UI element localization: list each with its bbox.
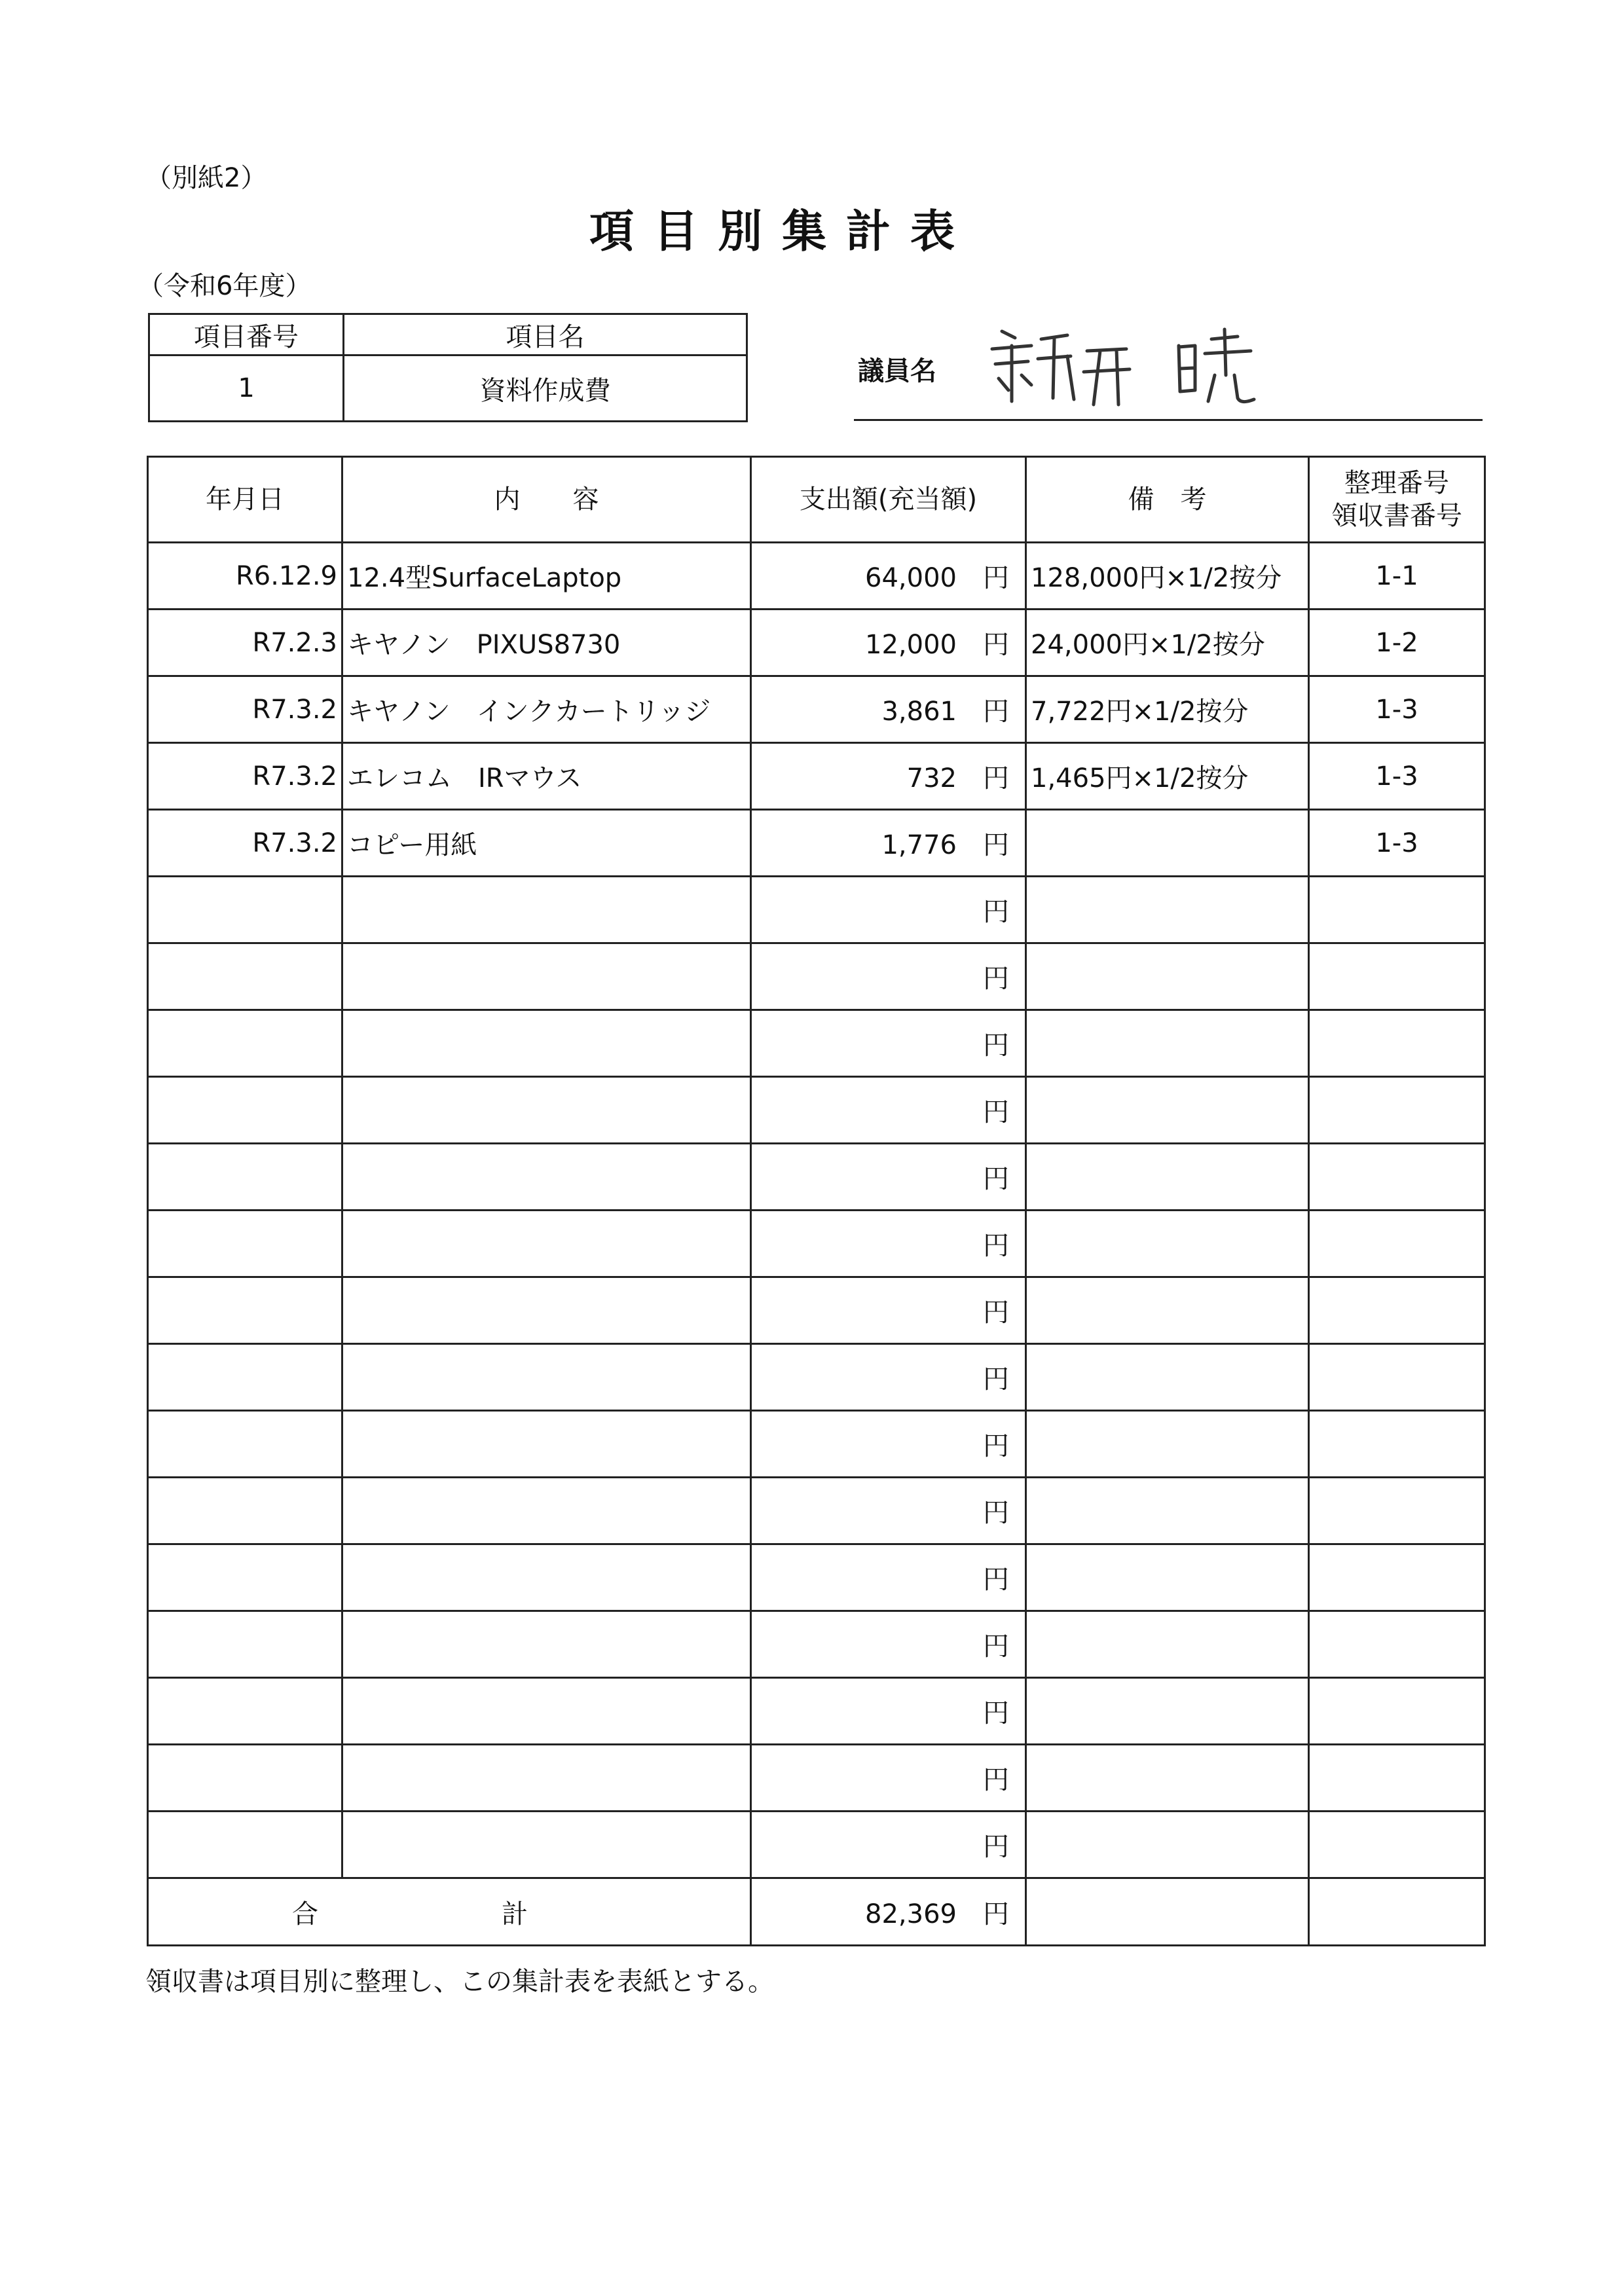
row-number — [1309, 1678, 1485, 1745]
row-date — [148, 943, 342, 1010]
row-number — [1309, 1211, 1485, 1277]
row-amount — [751, 1010, 1026, 1077]
row-date — [148, 1010, 342, 1077]
row-number: 1-3 — [1309, 810, 1485, 877]
date-header: 年月日 — [148, 457, 342, 543]
item-name-value: 資料作成費 — [344, 355, 747, 422]
row-amount-value: 3,861 — [881, 697, 957, 727]
number-header-line2: 領収書番号 — [1331, 501, 1462, 531]
row-content — [342, 1678, 751, 1745]
row-remarks — [1026, 943, 1309, 1010]
currency-unit: 円 — [983, 563, 1009, 593]
row-date: R7.3.2 — [148, 743, 342, 810]
table-row — [148, 1144, 1485, 1211]
row-amount — [751, 1678, 1026, 1745]
row-date: R6.12.9 — [148, 543, 342, 610]
currency-unit: 円 — [983, 1565, 1009, 1595]
row-amount — [751, 1812, 1026, 1878]
item-info-table — [148, 313, 748, 422]
currency-unit: 円 — [983, 897, 1009, 927]
row-content: キヤノン PIXUS8730 — [342, 610, 751, 676]
row-remarks — [1026, 1812, 1309, 1878]
row-content: 12.4型SurfaceLaptop — [342, 543, 751, 610]
table-row — [148, 1277, 1485, 1344]
row-amount — [751, 743, 1026, 810]
row-content — [342, 1478, 751, 1544]
table-row — [148, 1478, 1485, 1544]
row-remarks — [1026, 877, 1309, 943]
row-content: キヤノン インクカートリッジ — [342, 676, 751, 743]
row-remarks — [1026, 1077, 1309, 1144]
row-date — [148, 1678, 342, 1745]
table-row — [148, 1544, 1485, 1611]
currency-unit: 円 — [983, 1832, 1009, 1862]
table-row — [148, 1745, 1485, 1812]
row-content — [342, 1611, 751, 1678]
row-number — [1309, 1144, 1485, 1211]
row-amount — [751, 1211, 1026, 1277]
currency-unit: 円 — [983, 1631, 1009, 1662]
row-number: 1-3 — [1309, 676, 1485, 743]
row-amount — [751, 1344, 1026, 1411]
row-number: 1-1 — [1309, 543, 1485, 610]
currency-unit: 円 — [983, 1231, 1009, 1261]
table-row — [148, 1010, 1485, 1077]
row-number — [1309, 943, 1485, 1010]
row-number — [1309, 1344, 1485, 1411]
row-content — [342, 877, 751, 943]
row-remarks — [1026, 1611, 1309, 1678]
currency-unit: 円 — [983, 1030, 1009, 1061]
total-amount-value: 82,369 — [865, 1899, 957, 1929]
item-name-header: 項目名 — [344, 314, 747, 355]
row-number — [1309, 1812, 1485, 1878]
total-label: 合 計 — [148, 1878, 751, 1946]
row-date — [148, 877, 342, 943]
row-amount — [751, 1478, 1026, 1544]
row-amount — [751, 610, 1026, 676]
row-amount-value: 64,000 — [865, 563, 957, 593]
row-content — [342, 1077, 751, 1144]
row-remarks — [1026, 1411, 1309, 1478]
expense-table — [147, 456, 1486, 1946]
row-content — [342, 1010, 751, 1077]
table-row — [148, 810, 1485, 877]
row-date — [148, 1211, 342, 1277]
row-date — [148, 1544, 342, 1611]
row-amount — [751, 543, 1026, 610]
row-amount — [751, 1745, 1026, 1812]
row-number — [1309, 1411, 1485, 1478]
row-number — [1309, 1544, 1485, 1611]
row-number — [1309, 877, 1485, 943]
total-amount — [751, 1878, 1026, 1946]
currency-unit: 円 — [983, 763, 1009, 793]
row-number: 1-3 — [1309, 743, 1485, 810]
content-header: 内 容 — [342, 457, 751, 543]
number-header-line1: 整理番号 — [1344, 468, 1449, 498]
row-content — [342, 1277, 751, 1344]
table-row — [148, 743, 1485, 810]
row-remarks — [1026, 1344, 1309, 1411]
row-number — [1309, 1611, 1485, 1678]
currency-unit: 円 — [983, 630, 1009, 660]
currency-unit: 円 — [983, 1164, 1009, 1194]
currency-unit: 円 — [983, 1899, 1009, 1929]
total-number — [1309, 1878, 1485, 1946]
row-remarks — [1026, 1478, 1309, 1544]
row-content — [342, 1144, 751, 1211]
row-date: R7.2.3 — [148, 610, 342, 676]
row-date — [148, 1812, 342, 1878]
row-amount — [751, 810, 1026, 877]
member-name-underline — [854, 419, 1483, 421]
row-date — [148, 1277, 342, 1344]
table-row — [148, 676, 1485, 743]
row-remarks: 128,000円×1/2按分 — [1026, 543, 1309, 610]
row-date — [148, 1611, 342, 1678]
row-remarks — [1026, 1277, 1309, 1344]
currency-unit: 円 — [983, 1698, 1009, 1728]
footer-note: 領収書は項目別に整理し、この集計表を表紙とする。 — [145, 1967, 774, 1997]
fiscal-year: （令和6年度） — [138, 271, 312, 301]
attachment-label: （別紙2） — [145, 163, 267, 193]
remarks-header: 備 考 — [1026, 457, 1309, 543]
row-content — [342, 1745, 751, 1812]
handwritten-signature — [976, 313, 1264, 411]
row-amount — [751, 1277, 1026, 1344]
table-row — [148, 543, 1485, 610]
row-date — [148, 1144, 342, 1211]
table-row — [148, 1344, 1485, 1411]
row-amount — [751, 1077, 1026, 1144]
row-number — [1309, 1077, 1485, 1144]
row-remarks — [1026, 1144, 1309, 1211]
page-title: 項目別集計表 — [589, 206, 975, 258]
row-date — [148, 1077, 342, 1144]
table-row — [148, 1611, 1485, 1678]
total-remarks — [1026, 1878, 1309, 1946]
row-content — [342, 1211, 751, 1277]
row-remarks — [1026, 1211, 1309, 1277]
row-remarks — [1026, 1678, 1309, 1745]
row-amount-value: 1,776 — [881, 830, 957, 860]
table-row — [148, 1411, 1485, 1478]
row-remarks: 1,465円×1/2按分 — [1026, 743, 1309, 810]
row-remarks: 24,000円×1/2按分 — [1026, 610, 1309, 676]
table-row — [148, 1812, 1485, 1878]
table-row — [148, 1211, 1485, 1277]
row-date — [148, 1745, 342, 1812]
table-row — [148, 1077, 1485, 1144]
table-row — [148, 943, 1485, 1010]
row-amount — [751, 676, 1026, 743]
item-number-header: 項目番号 — [149, 314, 344, 355]
row-amount — [751, 1611, 1026, 1678]
row-date — [148, 1411, 342, 1478]
amount-header: 支出額(充当額) — [751, 457, 1026, 543]
row-date — [148, 1478, 342, 1544]
row-remarks: 7,722円×1/2按分 — [1026, 676, 1309, 743]
row-amount — [751, 877, 1026, 943]
row-remarks — [1026, 810, 1309, 877]
currency-unit: 円 — [983, 1097, 1009, 1127]
row-number — [1309, 1745, 1485, 1812]
table-row — [148, 610, 1485, 676]
row-date: R7.3.2 — [148, 676, 342, 743]
row-number: 1-2 — [1309, 610, 1485, 676]
currency-unit: 円 — [983, 964, 1009, 994]
number-header — [1309, 457, 1485, 543]
row-remarks — [1026, 1544, 1309, 1611]
row-content — [342, 1544, 751, 1611]
row-number — [1309, 1277, 1485, 1344]
row-content — [342, 1344, 751, 1411]
currency-unit: 円 — [983, 1498, 1009, 1528]
row-amount — [751, 1411, 1026, 1478]
row-number — [1309, 1010, 1485, 1077]
row-amount — [751, 1144, 1026, 1211]
currency-unit: 円 — [983, 830, 1009, 860]
row-content: コピー用紙 — [342, 810, 751, 877]
row-number — [1309, 1478, 1485, 1544]
currency-unit: 円 — [983, 1431, 1009, 1461]
row-content — [342, 943, 751, 1010]
row-remarks — [1026, 1745, 1309, 1812]
currency-unit: 円 — [983, 1298, 1009, 1328]
table-row — [148, 1678, 1485, 1745]
row-amount-value: 732 — [906, 763, 957, 793]
currency-unit: 円 — [983, 1364, 1009, 1394]
row-content — [342, 1812, 751, 1878]
row-content — [342, 1411, 751, 1478]
row-amount — [751, 943, 1026, 1010]
table-row — [148, 877, 1485, 943]
row-content: エレコム IRマウス — [342, 743, 751, 810]
row-date — [148, 1344, 342, 1411]
row-date: R7.3.2 — [148, 810, 342, 877]
row-remarks — [1026, 1010, 1309, 1077]
currency-unit: 円 — [983, 697, 1009, 727]
row-amount — [751, 1544, 1026, 1611]
member-name-label: 議員名 — [858, 356, 936, 386]
row-amount-value: 12,000 — [865, 630, 957, 660]
item-number-value: 1 — [149, 355, 344, 422]
currency-unit: 円 — [983, 1765, 1009, 1795]
